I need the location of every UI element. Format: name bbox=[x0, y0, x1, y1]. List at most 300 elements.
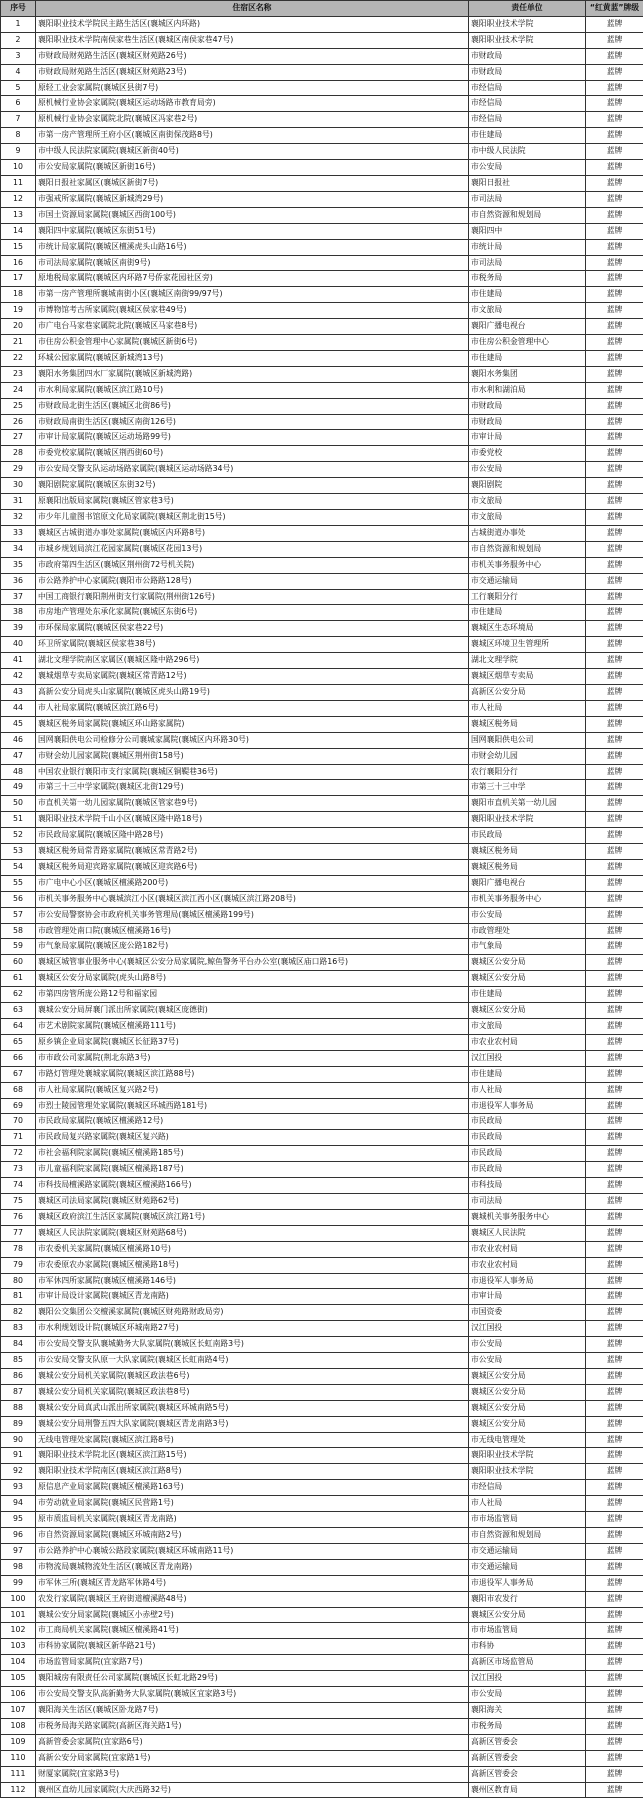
table-row bbox=[1, 684, 643, 700]
responsible-unit: 市机关事务服务中心 bbox=[469, 557, 586, 573]
responsible-unit: 市住建局 bbox=[469, 287, 586, 303]
row-number: 108 bbox=[1, 1718, 36, 1734]
table-row bbox=[1, 271, 643, 287]
responsible-unit: 襄阳广播电视台 bbox=[469, 875, 586, 891]
badge-level: 蓝牌 bbox=[586, 1766, 643, 1782]
row-number: 45 bbox=[1, 716, 36, 732]
badge-level: 蓝牌 bbox=[586, 1734, 643, 1750]
residential-area-name: 市科技局檀溪路家属院(襄城区檀溪路166号) bbox=[36, 1178, 469, 1194]
table-row bbox=[1, 1639, 643, 1655]
table-row bbox=[1, 1623, 643, 1639]
table-row bbox=[1, 1480, 643, 1496]
residential-area-name: 市广电中心小区(襄城区檀溪路200号) bbox=[36, 875, 469, 891]
table-row bbox=[1, 319, 643, 335]
badge-level: 蓝牌 bbox=[586, 605, 643, 621]
row-number: 50 bbox=[1, 796, 36, 812]
responsible-unit: 襄城区公安分局 bbox=[469, 955, 586, 971]
badge-level: 蓝牌 bbox=[586, 1639, 643, 1655]
badge-level: 蓝牌 bbox=[586, 478, 643, 494]
header-level: “红黄蓝”牌级 bbox=[586, 1, 643, 17]
row-number: 22 bbox=[1, 350, 36, 366]
residential-area-name: 原市质监局机关家属院(襄城区青龙南路) bbox=[36, 1512, 469, 1528]
row-number: 54 bbox=[1, 859, 36, 875]
badge-level: 蓝牌 bbox=[586, 1162, 643, 1178]
table-row bbox=[1, 1321, 643, 1337]
table-row bbox=[1, 382, 643, 398]
table-row bbox=[1, 1353, 643, 1369]
badge-level: 蓝牌 bbox=[586, 780, 643, 796]
residential-area-name: 市审计局设计家属院(襄城区青龙南路) bbox=[36, 1289, 469, 1305]
table-row bbox=[1, 1289, 643, 1305]
row-number: 8 bbox=[1, 128, 36, 144]
badge-level: 蓝牌 bbox=[586, 1575, 643, 1591]
table-row bbox=[1, 1766, 643, 1782]
responsible-unit: 市司法局 bbox=[469, 191, 586, 207]
table-row bbox=[1, 1671, 643, 1687]
badge-level: 蓝牌 bbox=[586, 1671, 643, 1687]
row-number: 25 bbox=[1, 398, 36, 414]
responsible-unit: 市统计局 bbox=[469, 239, 586, 255]
table-row bbox=[1, 1193, 643, 1209]
badge-level: 蓝牌 bbox=[586, 271, 643, 287]
responsible-unit: 市人社局 bbox=[469, 1496, 586, 1512]
badge-level: 蓝牌 bbox=[586, 303, 643, 319]
responsible-unit: 市财会幼儿园 bbox=[469, 748, 586, 764]
table-row bbox=[1, 828, 643, 844]
badge-level: 蓝牌 bbox=[586, 1432, 643, 1448]
residential-area-name: 襄城公安分局刑警五四大队家属院(襄城区青龙南路3号) bbox=[36, 1416, 469, 1432]
table-row bbox=[1, 1146, 643, 1162]
responsible-unit: 襄城区税务局 bbox=[469, 844, 586, 860]
table-row bbox=[1, 589, 643, 605]
row-number: 73 bbox=[1, 1162, 36, 1178]
responsible-unit: 市自然资源和规划局 bbox=[469, 1528, 586, 1544]
badge-level: 蓝牌 bbox=[586, 1543, 643, 1559]
residential-area-name: 原襄阳出版局家属院(襄城区管家巷3号) bbox=[36, 494, 469, 510]
responsible-unit: 襄城区生态环境局 bbox=[469, 621, 586, 637]
badge-level: 蓝牌 bbox=[586, 414, 643, 430]
header-row bbox=[1, 1, 643, 17]
badge-level: 蓝牌 bbox=[586, 1591, 643, 1607]
residential-area-name: 原机械行业协会家属院北院(襄城区冯家巷2号) bbox=[36, 112, 469, 128]
residential-area-name: 高新公安分局家属院(宜家路1号) bbox=[36, 1750, 469, 1766]
table-row bbox=[1, 891, 643, 907]
residential-area-name: 襄阳水务集团四水厂家属院(襄城区新城湾路) bbox=[36, 366, 469, 382]
badge-level: 蓝牌 bbox=[586, 494, 643, 510]
row-number: 40 bbox=[1, 637, 36, 653]
table-row bbox=[1, 96, 643, 112]
responsible-unit: 市文旅局 bbox=[469, 303, 586, 319]
row-number: 99 bbox=[1, 1575, 36, 1591]
badge-level: 蓝牌 bbox=[586, 160, 643, 176]
badge-level: 蓝牌 bbox=[586, 319, 643, 335]
table-row bbox=[1, 398, 643, 414]
row-number: 90 bbox=[1, 1432, 36, 1448]
responsible-unit: 襄阳海关 bbox=[469, 1702, 586, 1718]
table-row bbox=[1, 780, 643, 796]
residential-area-name: 市市政公司家属院(荆北东路3号) bbox=[36, 1050, 469, 1066]
residential-area-name: 襄城公安分局真武山派出所家属院(襄城区环城南路5号) bbox=[36, 1400, 469, 1416]
residential-area-name: 市强戒所家属院(襄城区新城湾29号) bbox=[36, 191, 469, 207]
responsible-unit: 市公安局 bbox=[469, 160, 586, 176]
badge-level: 蓝牌 bbox=[586, 812, 643, 828]
badge-level: 蓝牌 bbox=[586, 1098, 643, 1114]
responsible-unit: 襄城机关事务服务中心 bbox=[469, 1209, 586, 1225]
residential-area-name: 市司法局家属院(襄城区南街9号) bbox=[36, 255, 469, 271]
table-row bbox=[1, 573, 643, 589]
residential-area-name: 襄阳日报社家属区(襄城区新街7号) bbox=[36, 175, 469, 191]
table-row bbox=[1, 287, 643, 303]
residential-area-name: 原信息产业局家属院(襄城区檀溪路163号) bbox=[36, 1480, 469, 1496]
row-number: 105 bbox=[1, 1671, 36, 1687]
residential-area-name: 市艺术剧院家属院(襄城区檀溪路111号) bbox=[36, 1019, 469, 1035]
badge-level: 蓝牌 bbox=[586, 96, 643, 112]
table-row bbox=[1, 1034, 643, 1050]
table-row bbox=[1, 175, 643, 191]
row-number: 60 bbox=[1, 955, 36, 971]
residential-area-name: 市路灯管理处襄城家属院(襄城区滨江路88号) bbox=[36, 1066, 469, 1082]
responsible-unit: 市农业农村局 bbox=[469, 1241, 586, 1257]
badge-level: 蓝牌 bbox=[586, 971, 643, 987]
table-row bbox=[1, 700, 643, 716]
table-row bbox=[1, 1114, 643, 1130]
row-number: 58 bbox=[1, 923, 36, 939]
row-number: 95 bbox=[1, 1512, 36, 1528]
table-row bbox=[1, 478, 643, 494]
badge-level: 蓝牌 bbox=[586, 939, 643, 955]
row-number: 1 bbox=[1, 16, 36, 32]
residential-area-name: 市第一房产管理所襄城南街小区(襄城区南街99/97号) bbox=[36, 287, 469, 303]
badge-level: 蓝牌 bbox=[586, 684, 643, 700]
residential-area-name: 市广电台马家巷家属院北院(襄城区马家巷8号) bbox=[36, 319, 469, 335]
row-number: 7 bbox=[1, 112, 36, 128]
row-number: 24 bbox=[1, 382, 36, 398]
responsible-unit: 市司法局 bbox=[469, 255, 586, 271]
responsible-unit: 汉江国投 bbox=[469, 1321, 586, 1337]
row-number: 49 bbox=[1, 780, 36, 796]
residential-area-name: 市社会福利院家属院(襄城区檀溪路185号) bbox=[36, 1146, 469, 1162]
responsible-unit: 市公安局 bbox=[469, 462, 586, 478]
table-row bbox=[1, 1130, 643, 1146]
responsible-unit: 襄城区公安分局 bbox=[469, 971, 586, 987]
residential-area-name: 市水利局家属院(襄城区滨江路10号) bbox=[36, 382, 469, 398]
badge-level: 蓝牌 bbox=[586, 1623, 643, 1639]
responsible-unit: 襄阳市农发行 bbox=[469, 1591, 586, 1607]
table-row bbox=[1, 160, 643, 176]
row-number: 23 bbox=[1, 366, 36, 382]
row-number: 52 bbox=[1, 828, 36, 844]
residential-area-name: 市自然资源局家属院(襄城区环城南路2号) bbox=[36, 1528, 469, 1544]
badge-level: 蓝牌 bbox=[586, 716, 643, 732]
row-number: 81 bbox=[1, 1289, 36, 1305]
residential-area-name: 高新公安分局虎头山家属院(襄城区虎头山路19号) bbox=[36, 684, 469, 700]
row-number: 62 bbox=[1, 987, 36, 1003]
responsible-unit: 市市场监管局 bbox=[469, 1512, 586, 1528]
responsible-unit: 市无线电管理处 bbox=[469, 1432, 586, 1448]
residential-area-name: 市统计局家属院(襄城区檀溪虎头山路16号) bbox=[36, 239, 469, 255]
table-row bbox=[1, 510, 643, 526]
badge-level: 蓝牌 bbox=[586, 1003, 643, 1019]
table-row bbox=[1, 48, 643, 64]
residential-area-name: 襄城区公安分局家属院(虎头山路8号) bbox=[36, 971, 469, 987]
badge-level: 蓝牌 bbox=[586, 1337, 643, 1353]
responsible-unit: 工行襄阳分行 bbox=[469, 589, 586, 605]
residential-area-name: 市农委机关家属院(襄城区檀溪路10号) bbox=[36, 1241, 469, 1257]
responsible-unit: 市公安局 bbox=[469, 907, 586, 923]
row-number: 101 bbox=[1, 1607, 36, 1623]
residential-area-name: 市少年儿童图书馆原文化局家属院(襄城区荆北街15号) bbox=[36, 510, 469, 526]
badge-level: 蓝牌 bbox=[586, 1130, 643, 1146]
table-row bbox=[1, 844, 643, 860]
table-row bbox=[1, 637, 643, 653]
badge-level: 蓝牌 bbox=[586, 796, 643, 812]
responsible-unit: 市交通运输局 bbox=[469, 1543, 586, 1559]
table-row bbox=[1, 1082, 643, 1098]
table-row bbox=[1, 1448, 643, 1464]
responsible-unit: 市民政局 bbox=[469, 1130, 586, 1146]
row-number: 5 bbox=[1, 80, 36, 96]
responsible-unit: 市退役军人事务局 bbox=[469, 1098, 586, 1114]
row-number: 56 bbox=[1, 891, 36, 907]
badge-level: 蓝牌 bbox=[586, 350, 643, 366]
responsible-unit: 市民政局 bbox=[469, 828, 586, 844]
row-number: 51 bbox=[1, 812, 36, 828]
row-number: 74 bbox=[1, 1178, 36, 1194]
row-number: 10 bbox=[1, 160, 36, 176]
row-number: 63 bbox=[1, 1003, 36, 1019]
row-number: 18 bbox=[1, 287, 36, 303]
header-no: 序号 bbox=[1, 1, 36, 17]
table-row bbox=[1, 748, 643, 764]
badge-level: 蓝牌 bbox=[586, 1496, 643, 1512]
residential-area-name: 襄城区税务局迎宾路家属院(襄城区迎宾路6号) bbox=[36, 859, 469, 875]
table-row bbox=[1, 366, 643, 382]
responsible-unit: 高新区管委会 bbox=[469, 1750, 586, 1766]
header-name: 住宿区名称 bbox=[36, 1, 469, 17]
table-row bbox=[1, 1464, 643, 1480]
table-row bbox=[1, 1687, 643, 1703]
table-row bbox=[1, 1591, 643, 1607]
row-number: 85 bbox=[1, 1353, 36, 1369]
residential-area-name: 市财政局北街生活区(襄城区北街86号) bbox=[36, 398, 469, 414]
badge-level: 蓝牌 bbox=[586, 1082, 643, 1098]
table-row bbox=[1, 1607, 643, 1623]
residential-area-name: 市民政局家属院(襄城区隆中路28号) bbox=[36, 828, 469, 844]
residential-area-name: 市公安局交警支队运动场路家属院(襄城区运动场路34号) bbox=[36, 462, 469, 478]
row-number: 30 bbox=[1, 478, 36, 494]
table-row bbox=[1, 303, 643, 319]
responsible-unit: 市住建局 bbox=[469, 1066, 586, 1082]
responsible-unit: 市公安局 bbox=[469, 1337, 586, 1353]
badge-level: 蓝牌 bbox=[586, 844, 643, 860]
responsible-unit: 襄城区公安分局 bbox=[469, 1368, 586, 1384]
responsible-unit: 市住建局 bbox=[469, 605, 586, 621]
residential-area-name: 市科协家属院(襄城区新华路21号) bbox=[36, 1639, 469, 1655]
residential-area-name: 市房地产管理处东承化家属院(襄城区东街6号) bbox=[36, 605, 469, 621]
row-number: 107 bbox=[1, 1702, 36, 1718]
responsible-unit: 襄阳剧院 bbox=[469, 478, 586, 494]
responsible-unit: 市文旅局 bbox=[469, 510, 586, 526]
table-row bbox=[1, 1734, 643, 1750]
table-row bbox=[1, 1337, 643, 1353]
row-number: 70 bbox=[1, 1114, 36, 1130]
residential-area-name: 襄阳城房有限责任公司家属院(襄城区长虹北路29号) bbox=[36, 1671, 469, 1687]
responsible-unit: 襄阳市直机关第一幼儿园 bbox=[469, 796, 586, 812]
responsible-unit: 高新区管委会 bbox=[469, 1734, 586, 1750]
table-row bbox=[1, 557, 643, 573]
row-number: 14 bbox=[1, 223, 36, 239]
responsible-unit: 襄城区烟草专卖局 bbox=[469, 669, 586, 685]
residential-area-name: 市财政局财苑路生活区(襄城区财苑路23号) bbox=[36, 64, 469, 80]
badge-level: 蓝牌 bbox=[586, 700, 643, 716]
row-number: 47 bbox=[1, 748, 36, 764]
table-row bbox=[1, 1305, 643, 1321]
responsible-unit: 高新区市场监管局 bbox=[469, 1655, 586, 1671]
row-number: 39 bbox=[1, 621, 36, 637]
row-number: 64 bbox=[1, 1019, 36, 1035]
responsible-unit: 市委党校 bbox=[469, 446, 586, 462]
table-row bbox=[1, 1416, 643, 1432]
badge-level: 蓝牌 bbox=[586, 1353, 643, 1369]
badge-level: 蓝牌 bbox=[586, 637, 643, 653]
table-row bbox=[1, 1066, 643, 1082]
responsible-unit: 市科协 bbox=[469, 1639, 586, 1655]
badge-level: 蓝牌 bbox=[586, 732, 643, 748]
residential-area-name: 市直机关第一幼儿园家属院(襄城区管家巷9号) bbox=[36, 796, 469, 812]
responsible-unit: 市司法局 bbox=[469, 1193, 586, 1209]
table-row bbox=[1, 1019, 643, 1035]
badge-level: 蓝牌 bbox=[586, 1559, 643, 1575]
table-row bbox=[1, 255, 643, 271]
badge-level: 蓝牌 bbox=[586, 653, 643, 669]
residential-area-name: 襄阳职业技术学院千山小区(襄城区隆中路18号) bbox=[36, 812, 469, 828]
badge-level: 蓝牌 bbox=[586, 462, 643, 478]
responsible-unit: 市交通运输局 bbox=[469, 1559, 586, 1575]
badge-level: 蓝牌 bbox=[586, 175, 643, 191]
badge-level: 蓝牌 bbox=[586, 923, 643, 939]
row-number: 61 bbox=[1, 971, 36, 987]
row-number: 68 bbox=[1, 1082, 36, 1098]
responsible-unit: 襄阳职业技术学院 bbox=[469, 1464, 586, 1480]
responsible-unit: 市水利和湖泊局 bbox=[469, 382, 586, 398]
badge-level: 蓝牌 bbox=[586, 128, 643, 144]
table-row bbox=[1, 1432, 643, 1448]
badge-level: 蓝牌 bbox=[586, 1257, 643, 1273]
row-number: 21 bbox=[1, 335, 36, 351]
table-row bbox=[1, 716, 643, 732]
badge-level: 蓝牌 bbox=[586, 1289, 643, 1305]
badge-level: 蓝牌 bbox=[586, 80, 643, 96]
residential-area-name: 中国工商银行襄阳荆州街支行家属院(荆州街126号) bbox=[36, 589, 469, 605]
row-number: 11 bbox=[1, 175, 36, 191]
badge-level: 蓝牌 bbox=[586, 1034, 643, 1050]
residential-area-name: 襄阳海关生活区(襄城区卧龙路7号) bbox=[36, 1702, 469, 1718]
row-number: 57 bbox=[1, 907, 36, 923]
badge-level: 蓝牌 bbox=[586, 1528, 643, 1544]
responsible-unit: 市人社局 bbox=[469, 1082, 586, 1098]
residential-area-name: 高新管委会家属院(宜家路6号) bbox=[36, 1734, 469, 1750]
residential-area-name: 市公安局家属院(襄城区新街16号) bbox=[36, 160, 469, 176]
responsible-unit: 市财政局 bbox=[469, 64, 586, 80]
badge-level: 蓝牌 bbox=[586, 446, 643, 462]
badge-level: 蓝牌 bbox=[586, 366, 643, 382]
responsible-unit: 市税务局 bbox=[469, 1718, 586, 1734]
residential-area-name: 市财政局财苑路生活区(襄城区财苑路26号) bbox=[36, 48, 469, 64]
badge-level: 蓝牌 bbox=[586, 541, 643, 557]
table-row bbox=[1, 1257, 643, 1273]
table-row bbox=[1, 1003, 643, 1019]
badge-level: 蓝牌 bbox=[586, 1750, 643, 1766]
residential-area-name: 原机械行业协会家属院(襄城区运动场路市教育局旁) bbox=[36, 96, 469, 112]
residential-area-name: 市人社局家属院(襄城区滨江路6号) bbox=[36, 700, 469, 716]
table-row bbox=[1, 1162, 643, 1178]
row-number: 16 bbox=[1, 255, 36, 271]
badge-level: 蓝牌 bbox=[586, 1687, 643, 1703]
responsible-unit: 市财政局 bbox=[469, 48, 586, 64]
responsible-unit: 市住建局 bbox=[469, 987, 586, 1003]
responsible-unit: 市科技局 bbox=[469, 1178, 586, 1194]
row-number: 92 bbox=[1, 1464, 36, 1480]
row-number: 75 bbox=[1, 1193, 36, 1209]
table-row bbox=[1, 653, 643, 669]
row-number: 36 bbox=[1, 573, 36, 589]
table-row bbox=[1, 1384, 643, 1400]
badge-level: 蓝牌 bbox=[586, 1368, 643, 1384]
badge-level: 蓝牌 bbox=[586, 1019, 643, 1035]
table-row bbox=[1, 525, 643, 541]
row-number: 82 bbox=[1, 1305, 36, 1321]
row-number: 80 bbox=[1, 1273, 36, 1289]
table-row bbox=[1, 1543, 643, 1559]
residential-area-name: 襄阳职业技术学院民主路生活区(襄城区内环路) bbox=[36, 16, 469, 32]
residential-area-name: 市场监管局家属院(宜家路7号) bbox=[36, 1655, 469, 1671]
residential-area-name: 襄城区税务局常青路家属院(襄城区常青路2号) bbox=[36, 844, 469, 860]
row-number: 13 bbox=[1, 207, 36, 223]
row-number: 94 bbox=[1, 1496, 36, 1512]
residential-area-name: 市公路养护中心家属院(襄阳市公路路128号) bbox=[36, 573, 469, 589]
residential-area-name: 襄城区城管事业服务中心(襄城区公安分局家属院,鲸鱼警务平台办公室(襄城区庙口路16号) bbox=[36, 955, 469, 971]
responsible-unit: 市住房公积金管理中心 bbox=[469, 335, 586, 351]
residential-area-name: 市烈士陵园管理处家属院(襄城区环城西路181号) bbox=[36, 1098, 469, 1114]
residential-area-name: 市水利规划设计院(襄城区环城南路27号) bbox=[36, 1321, 469, 1337]
responsible-unit: 市机关事务服务中心 bbox=[469, 891, 586, 907]
residential-area-name: 市中级人民法院家属院(襄城区新街40号) bbox=[36, 144, 469, 160]
badge-level: 蓝牌 bbox=[586, 589, 643, 605]
responsible-unit: 农行襄阳分行 bbox=[469, 764, 586, 780]
responsible-unit: 襄城区人民法院 bbox=[469, 1225, 586, 1241]
residential-area-name: 市公安局交警支队原一大队家属院(襄城区长虹南路4号) bbox=[36, 1353, 469, 1369]
responsible-unit: 市经信局 bbox=[469, 1480, 586, 1496]
badge-level: 蓝牌 bbox=[586, 1241, 643, 1257]
table-row bbox=[1, 939, 643, 955]
responsible-unit: 市交通运输局 bbox=[469, 573, 586, 589]
table-row bbox=[1, 80, 643, 96]
responsible-unit: 市经信局 bbox=[469, 96, 586, 112]
residential-area-name: 市机关事务服务中心襄城滨江小区(襄城区滨江西小区(襄城区滨江路208号) bbox=[36, 891, 469, 907]
badge-level: 蓝牌 bbox=[586, 748, 643, 764]
residential-area-name: 原轻工业会家属院(襄城区县街7号) bbox=[36, 80, 469, 96]
residential-area-name: 襄阳职业技术学院南区(襄城区滨江路8号) bbox=[36, 1464, 469, 1480]
responsible-unit: 市退役军人事务局 bbox=[469, 1273, 586, 1289]
residential-area-name: 襄阳公交集团公交檀溪家属院(襄城区财苑路财政局旁) bbox=[36, 1305, 469, 1321]
row-number: 15 bbox=[1, 239, 36, 255]
badge-level: 蓝牌 bbox=[586, 525, 643, 541]
residential-area-name: 襄州区直幼儿园家属院(大庆西路32号) bbox=[36, 1782, 469, 1798]
residential-area-name: 市气象局家属院(襄城区庞公路182号) bbox=[36, 939, 469, 955]
responsible-unit: 市民政局 bbox=[469, 1162, 586, 1178]
residential-area-name: 市民政局家属院(襄城区檀溪路12号) bbox=[36, 1114, 469, 1130]
badge-level: 蓝牌 bbox=[586, 859, 643, 875]
